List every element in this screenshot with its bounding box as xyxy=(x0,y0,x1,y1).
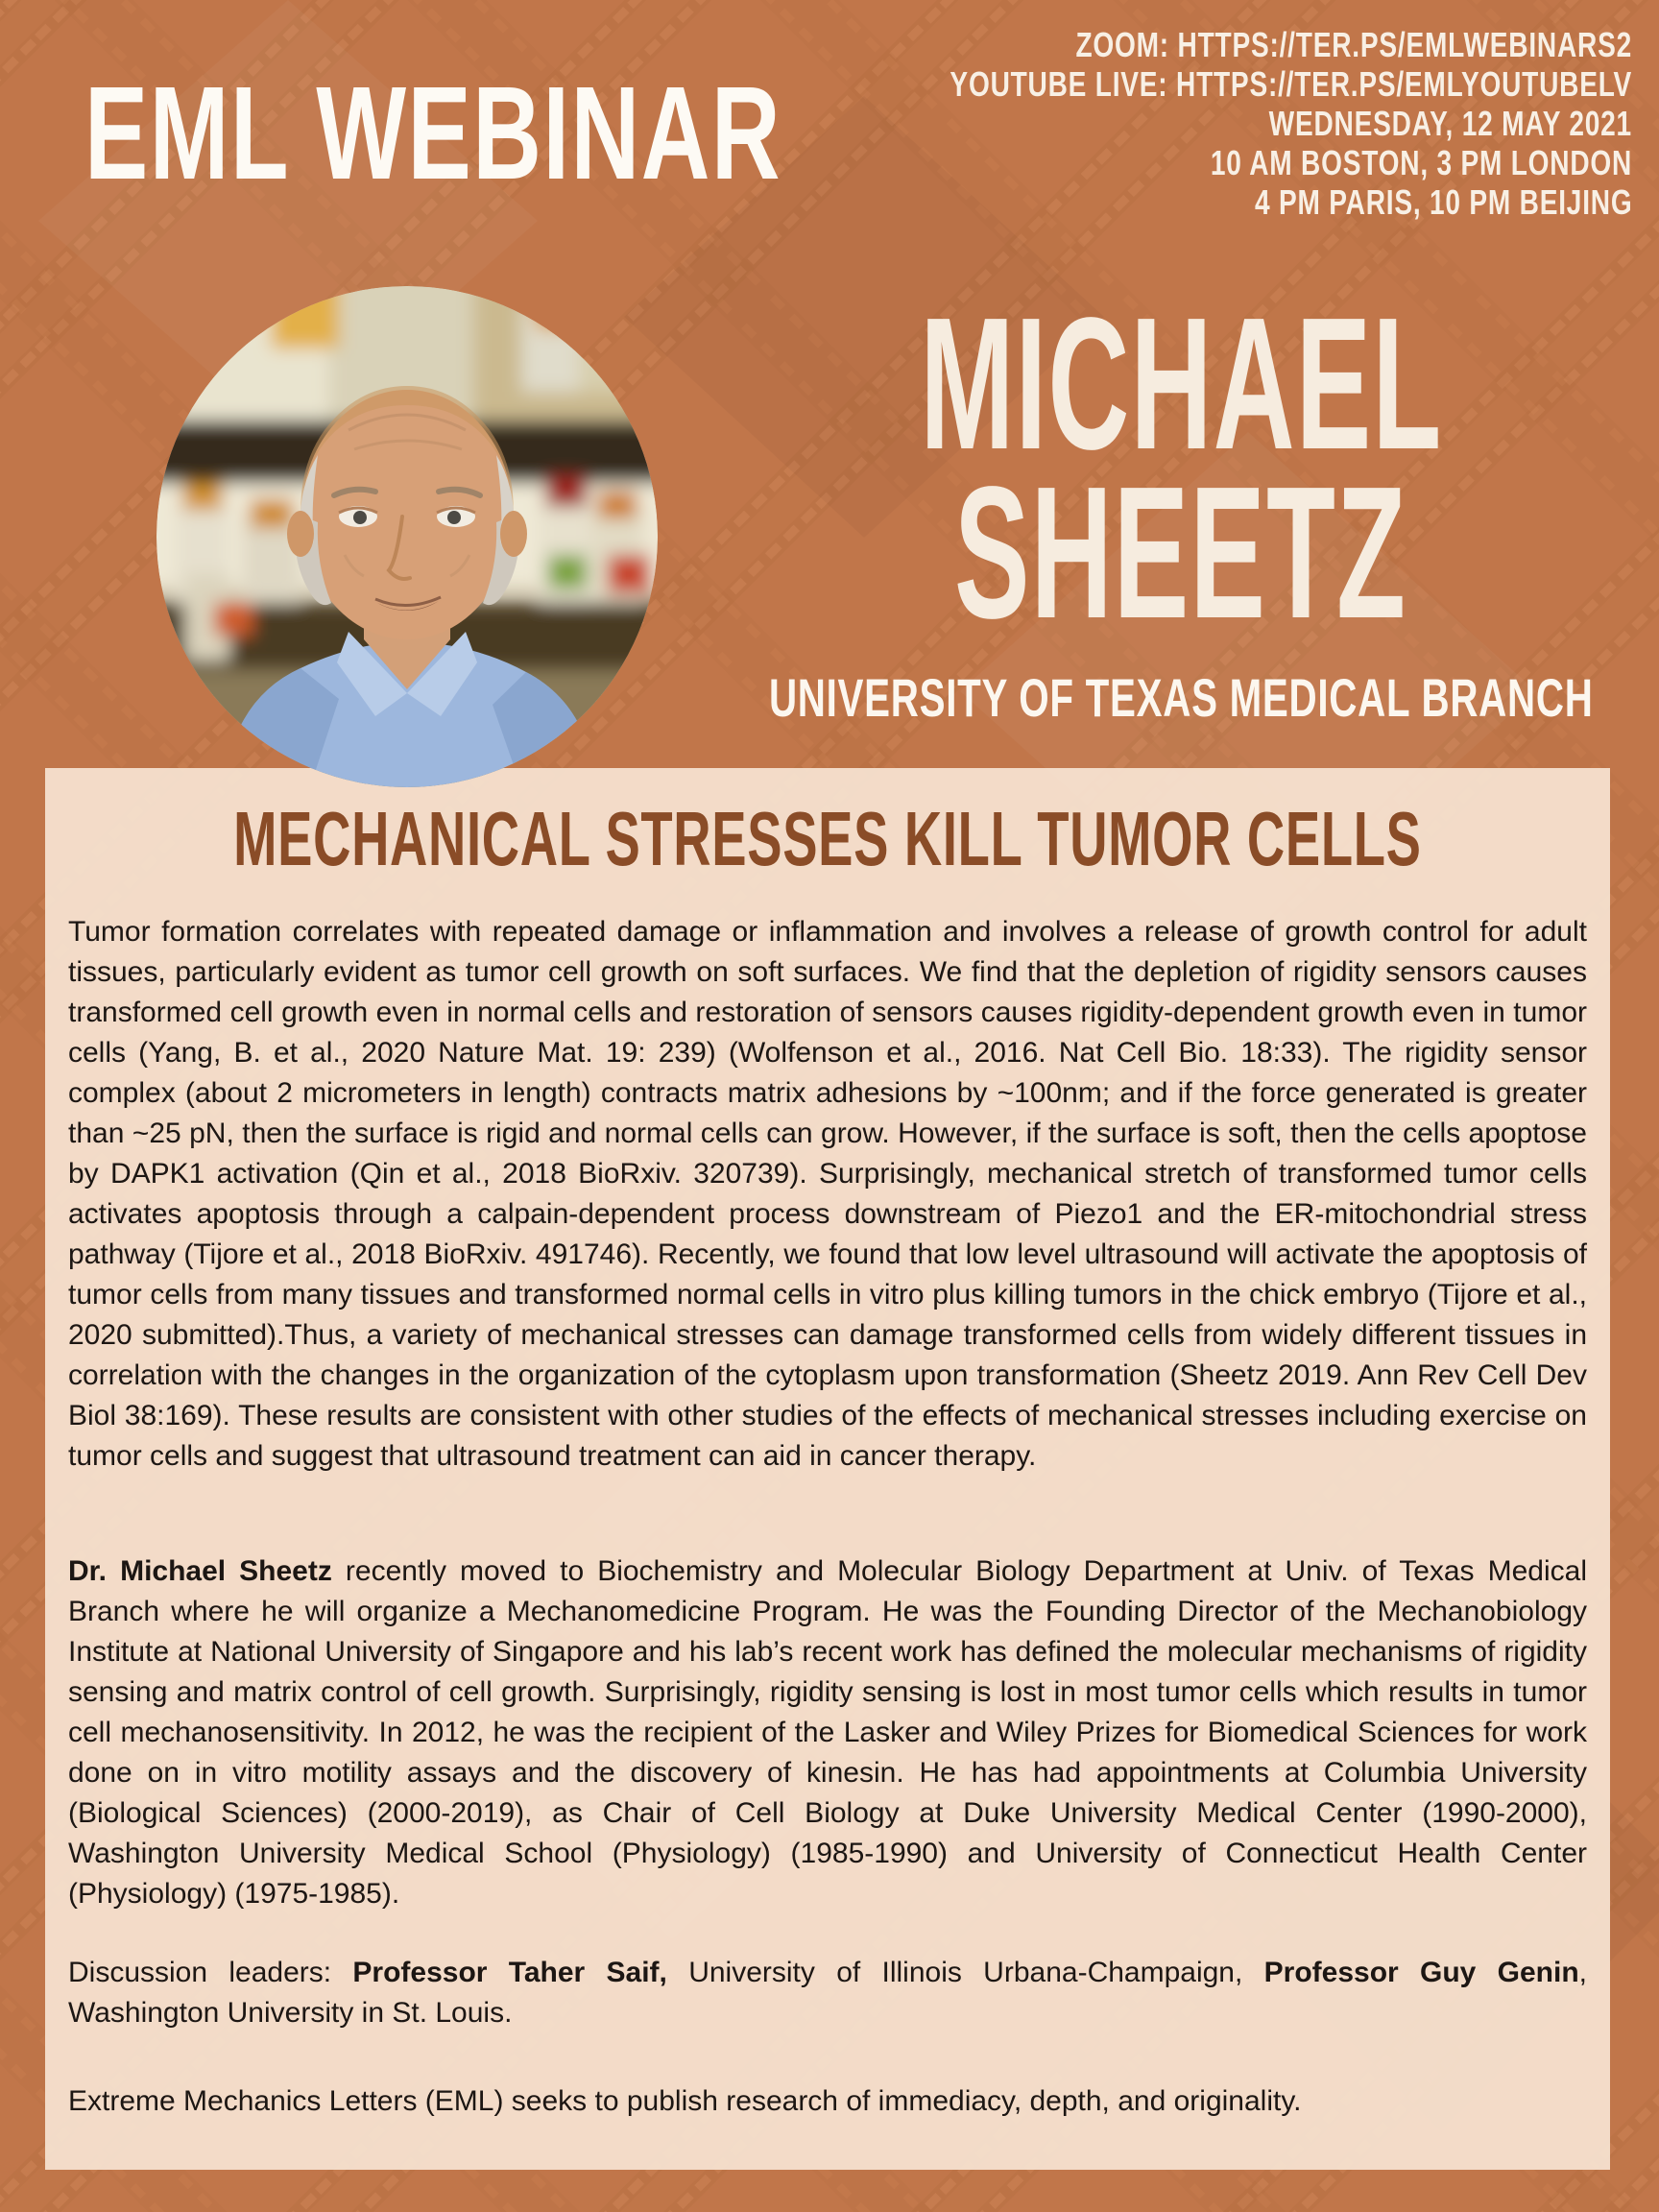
event-times-1 xyxy=(1092,143,1632,182)
speaker-bio xyxy=(68,1551,1587,1914)
discussion-leader-2: Professor Guy Genin xyxy=(1263,1957,1579,1988)
talk-panel xyxy=(45,768,1610,2170)
speaker-affiliation-text: UNIVERSITY OF TEXAS MEDICAL BRANCH xyxy=(768,667,1594,728)
speaker-last-name-text: SHEETZ xyxy=(954,447,1407,658)
event-times-2 xyxy=(1148,182,1632,222)
speaker-first-name-text: MICHAEL xyxy=(919,278,1443,489)
event-date xyxy=(1166,104,1632,143)
discussion-leader-1: Professor Taher Saif, xyxy=(352,1957,667,1988)
discussion-leaders xyxy=(68,1953,1587,2033)
talk-abstract: Tumor formation correlates with repeated damage or inflammation and involves a release of growth control for adult tissues, particularly evident as tumor cell growth on soft surfaces. We find that the depletion of rigidity sensors causes transformed cell growth even in normal cells and restoration of sensors causes rigidity-dependent growth even in tumor cells (Yang, B. et al., 2020 Nature Mat. 19: 239) (Wolfenson et al., 2016. Nat Cell Bio. 18:33). The rigidity sensor complex (about 2 micrometers in length) contracts matrix adhesions by ~100nm; and if the force generated is greater than ~25 pN, then the surface is rigid and normal cells can grow. However, if the surface is soft, then the cells apoptose by DAPK1 activation (Qin et al., 2018 BioRxiv. 320739). Surprisingly, mechanical stretch of transformed tumor cells activates apoptosis through a calpain-dependent process downstream of Piezo1 and the ER-mitochondrial stress pathway (Tijore et al., 2018 BioRxiv. 491746). Recently, we found that low level ultrasound will activate the apoptosis of tumor cells from many tissues and transformed normal cells in vitro plus killing tumors in the chick embryo (Tijore et al., 2020 submitted).Thus, a variety of mechanical stresses can damage transformed cells from widely different tissues in correlation with the changes in the organization of the cytoplasm upon transformation (Sheetz 2019. Ann Rev Cell Dev Biol 38:169). These results are consistent with other studies of the effects of mechanical stresses including exercise on tumor cells and suggest that ultrasound treatment can aid in cancer therapy. xyxy=(68,916,1587,1472)
talk-body xyxy=(68,912,1587,2122)
speaker-photo xyxy=(156,286,658,787)
event-date-text: WEDNESDAY, 12 MAY 2021 xyxy=(1268,103,1632,143)
bio-text: recently moved to Biochemistry and Molecular Biology Department at Univ. of Texas Medical Branch where he will organize a Mechanomedicine Program. He was the Founding Director of the Mechanobiology Institute at National University of Singapore and his lab’s recent work has defined the molecular mechanisms of rigidity sensing and matrix control of cell growth. Surprisingly, rigidity sensing is lost in most tumor cells which results in tumor cell mechanosensitivity. In 2012, he was the recipient of the Lasker and Wiley Prizes for Biomedical Sciences for work done on in vitro motility assays and the discovery of kinesin. He has had appointments at Columbia University (Biological Sciences) (2000-2019), as Chair of Cell Biology at Duke University Medical Center (1990-2000), Washington University Medical School (Physiology) (1985-1990) and University of Connecticut Health Center (Physiology) (1975-1985). xyxy=(68,1555,1587,1910)
talk-title-text: MECHANICAL STRESSES KILL TUMOR CELLS xyxy=(233,796,1422,881)
eml-closing-line: Extreme Mechanics Letters (EML) seeks to publish research of immediacy, depth, and originality. xyxy=(68,2085,1302,2117)
event-times-2-text: 4 PM PARIS, 10 PM BEIJING xyxy=(1254,181,1632,222)
eml-webinar-title: EML WEBINAR xyxy=(84,60,782,207)
zoom-link-text[interactable]: ZOOM: HTTPS://TER.PS/EMLWEBINARS2 xyxy=(1075,24,1632,64)
event-info-block xyxy=(757,25,1632,222)
youtube-link-text[interactable]: YOUTUBE LIVE: HTTPS://TER.PS/EMLYOUTUBELV xyxy=(950,63,1632,104)
discussion-intro: Discussion leaders: xyxy=(68,1957,353,1988)
event-times-1-text: 10 AM BOSTON, 3 PM LONDON xyxy=(1210,142,1632,182)
zoom-link[interactable] xyxy=(919,25,1632,64)
speaker-name-block xyxy=(739,278,1623,729)
discussion-affil-1: University of Illinois Urbana-Champaign, xyxy=(666,1957,1264,1988)
speaker-affiliation xyxy=(739,666,1623,729)
speaker-photo-illustration xyxy=(156,286,658,787)
talk-title xyxy=(45,796,1610,881)
speaker-first-name xyxy=(739,278,1623,489)
bio-speaker-name: Dr. Michael Sheetz xyxy=(68,1555,332,1587)
speaker-last-name xyxy=(739,447,1623,658)
discussion-affil-2: , Washington University in St. Louis. xyxy=(68,1957,1587,2029)
youtube-link[interactable] xyxy=(757,64,1632,104)
